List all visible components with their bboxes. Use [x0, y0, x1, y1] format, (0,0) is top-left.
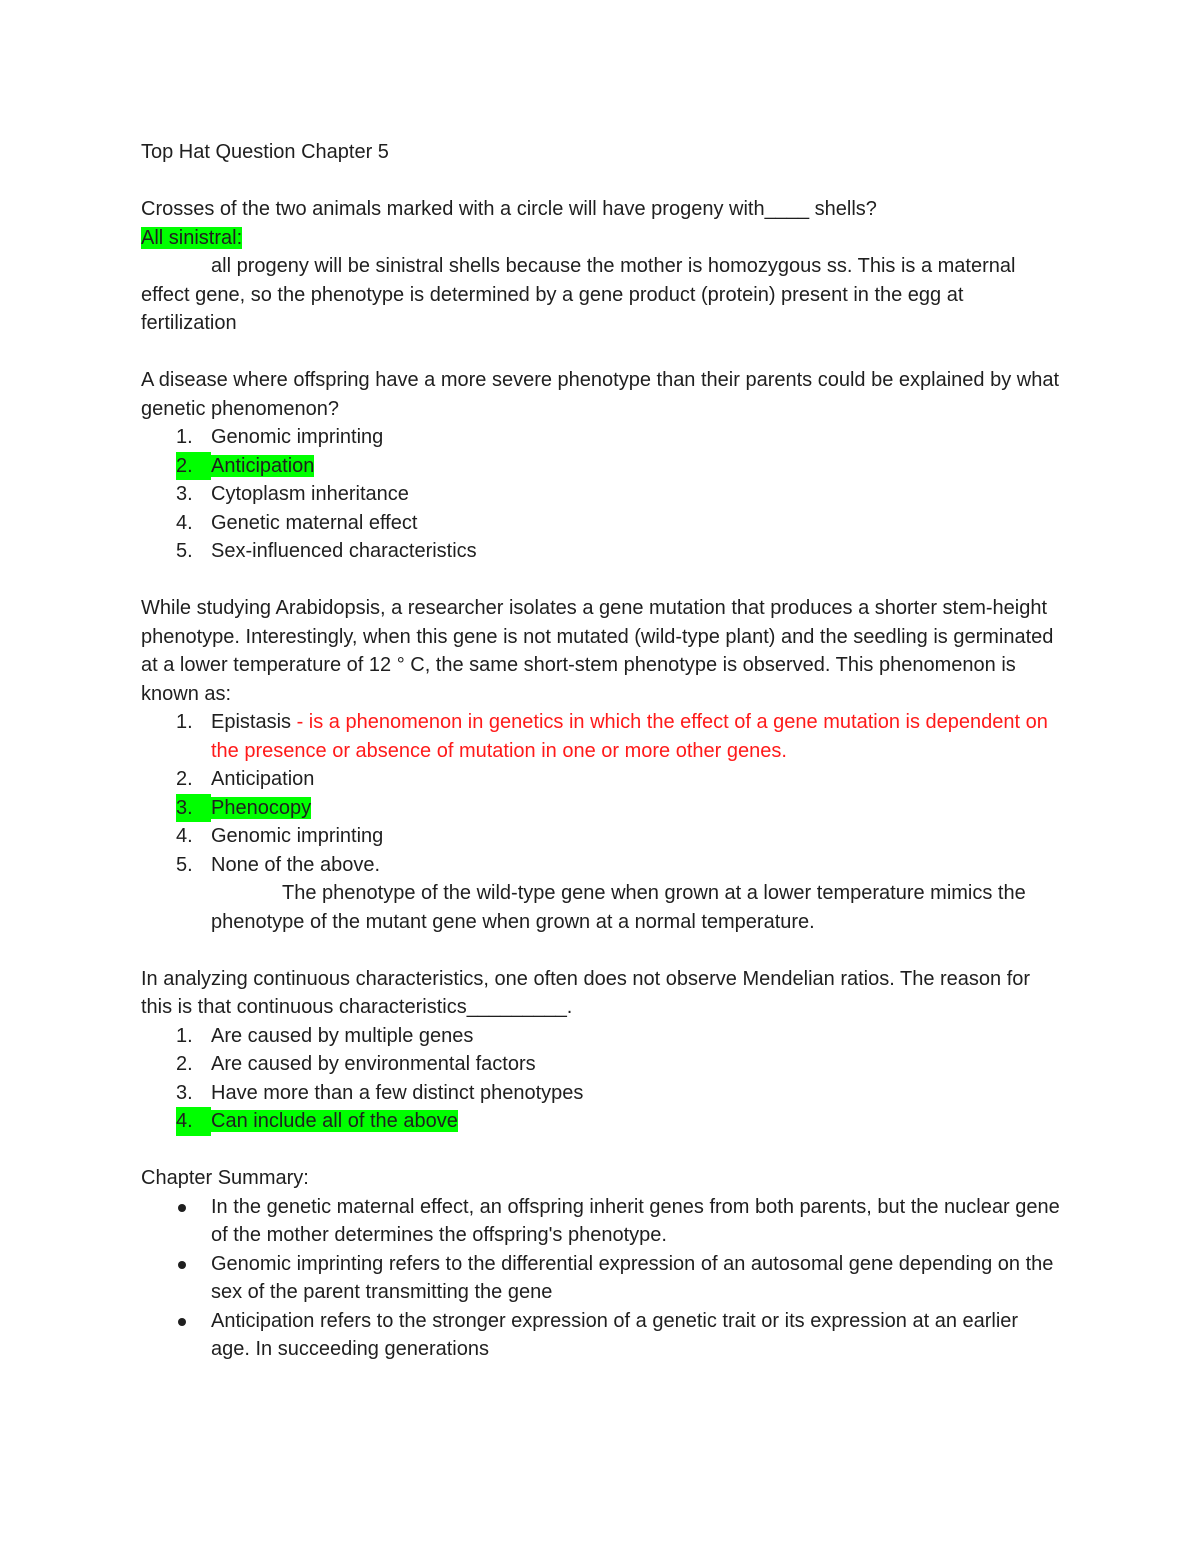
q2-option [141, 537, 1061, 566]
spacer [141, 338, 1061, 367]
option-text: Cytoplasm inheritance [211, 483, 409, 505]
summary-text: Anticipation refers to the stronger expression of a genetic trait or its expression at an earlier age. In succeeding generations [211, 1309, 1019, 1360]
option-number: 4. [176, 511, 193, 534]
option-text: Genetic maternal effect [211, 511, 418, 534]
option-text: None of the above. [211, 853, 381, 876]
option-number: 1. [176, 1024, 193, 1047]
bullet-icon [178, 1204, 186, 1212]
spacer [141, 1136, 1061, 1165]
q1-answer-row [141, 224, 1061, 253]
option-text: Can include all of the above [211, 1110, 458, 1132]
option-text: Are caused by multiple genes [211, 1024, 474, 1047]
option-number: 2. [176, 768, 193, 790]
option-text: Anticipation [211, 768, 315, 790]
q4-option [141, 1050, 1061, 1079]
q2-option [141, 480, 1061, 509]
q3-option [141, 708, 1061, 765]
q3-option [141, 851, 1061, 880]
q4-question: In analyzing continuous characteristics, one often does not observe Mendelian ratios. The reason for this is that continuous characteristics_________. [141, 967, 1036, 1018]
option-text: Phenocopy [211, 796, 312, 819]
q2-option [141, 423, 1061, 452]
spacer [141, 167, 1061, 196]
summary-item [141, 1250, 1061, 1307]
bullet-icon [178, 1318, 186, 1326]
q3-option [141, 765, 1061, 794]
option-number: 3. [176, 1081, 193, 1104]
summary-text: Genomic imprinting refers to the differential expression of an autosomal gene depending on the sex of the parent transmitting the gene [211, 1252, 1054, 1303]
q4-option [141, 1022, 1061, 1051]
q3-question: While studying Arabidopsis, a researcher isolates a gene mutation that produces a shorter stem-height phenotype. Interestingly, when this gene is not mutated (wild-type plant) and the seedling is germinated at a lower temperature of 12 ° C, the same short-stem phenotype is observed. This phenomenon is known as: [141, 597, 1059, 705]
q1-answer: All sinistral: [141, 226, 243, 249]
q3-explanation: The phenotype of the wild-type gene when grown at a lower temperature mimics the phenotype of the mutant gene when grown at a normal temperature. [211, 882, 1032, 933]
option-number: 1. [176, 426, 193, 448]
option-text: Genomic imprinting [211, 825, 384, 847]
q4-option [141, 1079, 1061, 1108]
option-text: Anticipation [211, 454, 315, 477]
summary-text: In the genetic maternal effect, an offspring inherit genes from both parents, but the nuclear gene of the mother determines the offspring's phenotype. [211, 1195, 1060, 1246]
option-number: 5. [176, 540, 193, 562]
q3-option [141, 822, 1061, 851]
option-number: 3. [176, 794, 211, 823]
q3-options [141, 708, 1061, 879]
q2-option [141, 509, 1061, 538]
q1-explanation: all progeny will be sinistral shells because the mother is homozygous ss. This is a maternal effect gene, so the phenotype is determined by a gene product (protein) present in the egg at fertilization [141, 255, 1022, 334]
summary-list [141, 1193, 1061, 1364]
summary-item [141, 1193, 1061, 1250]
q3-option-correct [141, 794, 1061, 823]
option-note: - is a phenomenon in genetics in which the effect of a gene mutation is dependent on the presence or absence of mutation in one or more other genes. [211, 711, 1048, 762]
q2-question: A disease where offspring have a more severe phenotype than their parents could be explained by what genetic phenomenon? [141, 369, 1065, 420]
spacer [141, 566, 1061, 595]
option-number: 3. [176, 483, 193, 505]
q4-option-correct [141, 1107, 1061, 1136]
q2-options [141, 423, 1061, 566]
option-text: Genomic imprinting [211, 426, 384, 448]
option-text: Sex-influenced characteristics [211, 540, 477, 562]
option-number: 2. [176, 452, 211, 481]
option-number: 5. [176, 853, 193, 876]
option-number: 4. [176, 825, 193, 847]
document-page [141, 138, 1065, 1364]
option-text: Are caused by environmental factors [211, 1053, 536, 1075]
option-text: Epistasis [211, 711, 292, 733]
q2-option-correct [141, 452, 1061, 481]
q4-options [141, 1022, 1061, 1136]
option-number: 1. [176, 711, 193, 733]
q1-question: Crosses of the two animals marked with a circle will have progeny with____ shells? [141, 198, 877, 220]
option-number: 2. [176, 1053, 193, 1075]
summary-item [141, 1307, 1061, 1364]
bullet-icon [178, 1261, 186, 1269]
option-text: Have more than a few distinct phenotypes [211, 1081, 584, 1104]
spacer [141, 936, 1061, 965]
option-number: 4. [176, 1107, 211, 1136]
doc-title: Top Hat Question Chapter 5 [141, 141, 389, 163]
summary-heading: Chapter Summary: [141, 1167, 309, 1189]
